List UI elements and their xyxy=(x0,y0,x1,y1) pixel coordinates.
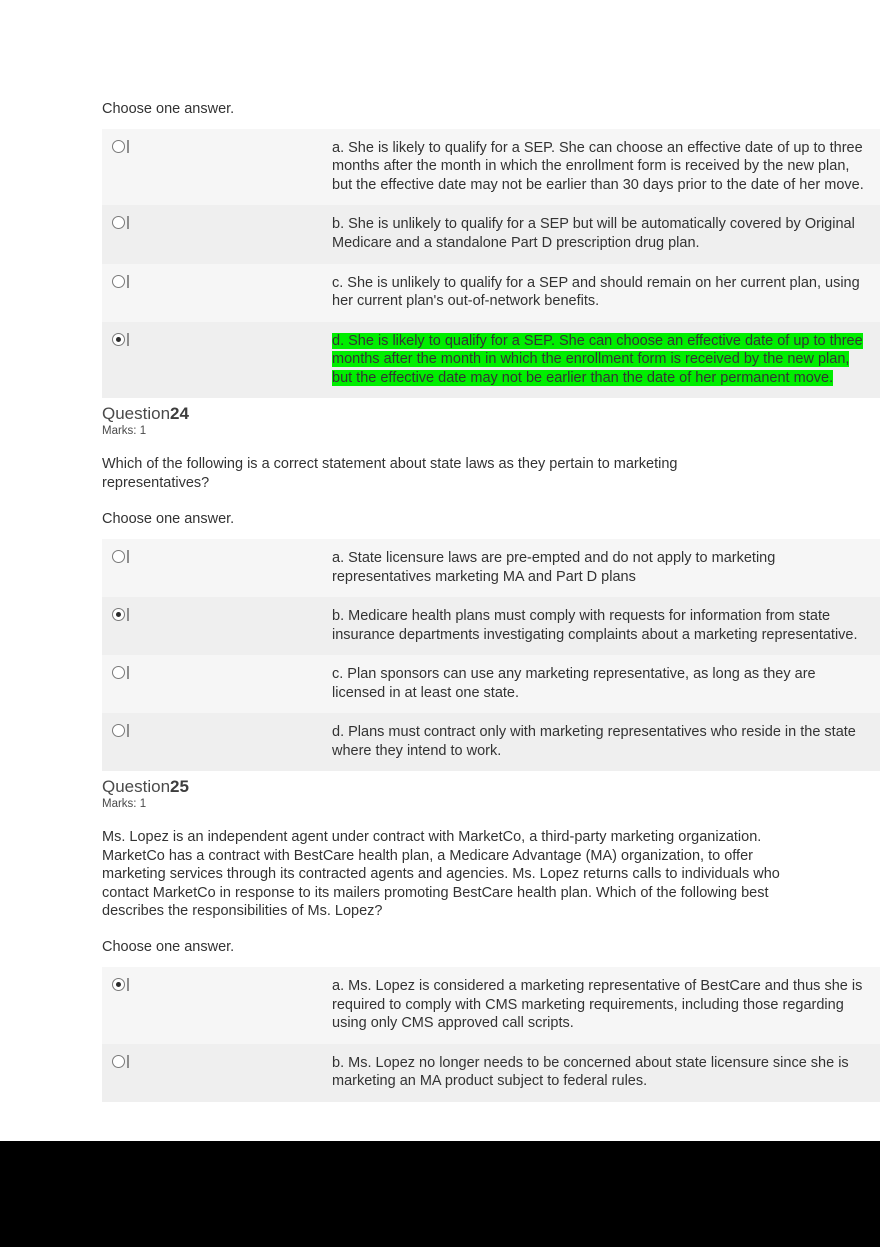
answer-option-text: c. Plan sponsors can use any marketing representative, as long as they are licensed in at least one state. xyxy=(332,666,816,701)
radio-cell[interactable] xyxy=(102,713,332,753)
radio-cell[interactable] xyxy=(102,539,332,579)
question-number: 24 xyxy=(170,404,189,424)
radio-stem-icon xyxy=(127,140,129,153)
radio-cell[interactable] xyxy=(102,264,332,304)
answer-option-row[interactable] xyxy=(102,264,880,322)
spacer xyxy=(102,492,880,510)
radio-button-icon[interactable] xyxy=(112,140,125,153)
quiz-content xyxy=(102,100,880,1102)
radio-button-icon[interactable] xyxy=(112,608,125,621)
answer-option-text: d. Plans must contract only with marketing representatives who reside in the state where they intend to work. xyxy=(332,724,856,759)
answer-option-text: c. She is unlikely to qualify for a SEP and should remain on her current plan, using her current plan's out-of-network benefits. xyxy=(332,274,860,310)
radio-stem-icon xyxy=(127,550,129,563)
answer-option-row[interactable] xyxy=(102,597,880,655)
radio-button-icon[interactable] xyxy=(112,724,125,737)
radio-cell[interactable] xyxy=(102,322,332,362)
answer-option-text: a. She is likely to qualify for a SEP. She can choose an effective date of up to three months after the month in which the enrollment form is received by the new plan, but the effective date may not be earlier than 30 days prior to the date of her move. xyxy=(332,139,864,193)
radio-stem-icon xyxy=(127,1055,129,1068)
spacer xyxy=(102,920,880,938)
answer-option-text: a. State licensure laws are pre-empted and do not apply to marketing representatives marketing MA and Part D plans xyxy=(332,549,776,585)
radio-cell[interactable] xyxy=(102,1044,332,1084)
question-marks-25: Marks: 1 xyxy=(102,798,147,811)
question-heading-24 xyxy=(102,404,880,424)
choose-one-answer-label-24: Choose one answer. xyxy=(102,511,235,528)
question-word: Question xyxy=(102,404,171,424)
radio-button-icon[interactable] xyxy=(112,1055,125,1068)
question-stem-24: Which of the following is a correct statement about state laws as they pertain to marketing representatives? xyxy=(102,456,678,491)
answer-option-row[interactable] xyxy=(102,129,880,206)
radio-cell[interactable] xyxy=(102,597,332,637)
radio-button-icon[interactable] xyxy=(112,666,125,679)
answer-option-text: b. She is unlikely to qualify for a SEP but will be automatically covered by Original Medicare and a standalone Part D prescription drug plan. xyxy=(332,216,855,252)
question-marks-24: Marks: 1 xyxy=(102,425,147,438)
radio-button-icon[interactable] xyxy=(112,275,125,288)
answer-option-row[interactable] xyxy=(102,322,880,399)
radio-stem-icon xyxy=(127,275,129,288)
answer-options-24 xyxy=(102,539,880,771)
radio-stem-icon xyxy=(127,216,129,229)
answer-option-text: b. Ms. Lopez no longer needs to be concerned about state licensure since she is marketing an MA product subject to federal rules. xyxy=(332,1054,849,1090)
radio-button-icon[interactable] xyxy=(112,978,125,991)
highlighted-answer-text: d. She is likely to qualify for a SEP. She can choose an effective date of up to three months after the month in which the enrollment form is received by the new plan, but the effective date may not be earlier than the date of her permanent move. xyxy=(332,332,863,386)
radio-cell[interactable] xyxy=(102,205,332,245)
radio-stem-icon xyxy=(127,666,129,679)
footer-black-bar xyxy=(0,1141,880,1247)
answer-options-25 xyxy=(102,967,880,1102)
answer-option-text: a. Ms. Lopez is considered a marketing representative of BestCare and thus she is required to comply with CMS marketing requirements, including those regarding using only CMS approved call scripts. xyxy=(332,978,863,1032)
answer-option-text: b. Medicare health plans must comply with requests for information from state insurance departments investigating complaints about a marketing representative. xyxy=(332,608,858,643)
answer-options-0 xyxy=(102,129,880,398)
choose-one-answer-label-25: Choose one answer. xyxy=(102,939,235,956)
radio-cell[interactable] xyxy=(102,967,332,1007)
answer-option-row[interactable] xyxy=(102,713,880,771)
radio-stem-icon xyxy=(127,608,129,621)
radio-stem-icon xyxy=(127,978,129,991)
radio-cell[interactable] xyxy=(102,129,332,169)
radio-button-icon[interactable] xyxy=(112,216,125,229)
question-word: Question xyxy=(102,777,171,797)
answer-option-row[interactable] xyxy=(102,1044,880,1102)
question-number: 25 xyxy=(170,777,189,797)
radio-cell[interactable] xyxy=(102,655,332,695)
answer-option-row[interactable] xyxy=(102,539,880,597)
answer-option-row[interactable] xyxy=(102,205,880,263)
radio-button-icon[interactable] xyxy=(112,333,125,346)
radio-button-icon[interactable] xyxy=(112,550,125,563)
answer-option-row[interactable] xyxy=(102,655,880,713)
choose-one-answer-label-0: Choose one answer. xyxy=(102,101,235,117)
answer-option-row[interactable] xyxy=(102,967,880,1044)
radio-stem-icon xyxy=(127,724,129,737)
question-stem-25: Ms. Lopez is an independent agent under contract with MarketCo, a third-party marketing organization. MarketCo has a contract with BestCare health plan, a Medicare Advantage (MA) organization, to offer marketing services through its contracted agents and agencies. Ms. Lopez returns calls to individuals who contact MarketCo in response to its mailers promoting BestCare health plan. Which of the following best describes the responsibilities of Ms. Lopez? xyxy=(102,829,780,919)
answer-option-text xyxy=(332,322,880,399)
radio-stem-icon xyxy=(127,333,129,346)
question-heading-25 xyxy=(102,777,880,797)
